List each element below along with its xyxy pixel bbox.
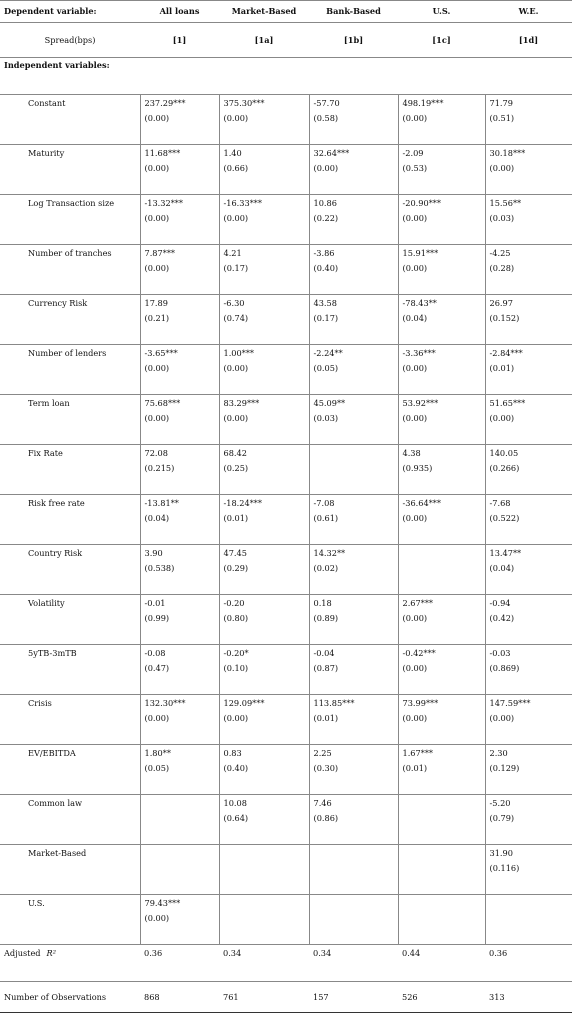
spread-label: Spread(bps) (0, 23, 140, 58)
coef-cell (219, 595, 309, 645)
coef-cell (485, 395, 572, 445)
coef-cell (309, 595, 398, 645)
coef-cell (140, 445, 219, 495)
coef-row (0, 145, 572, 195)
coef-value: 375.30*** (223, 98, 265, 108)
coef-cell (309, 845, 398, 895)
coef-value: 79.43*** (144, 898, 181, 908)
variable-label: Number of tranches (0, 245, 140, 295)
p-value: (0.152) (489, 313, 520, 323)
header-row (0, 1, 572, 23)
variable-label: Common law (0, 795, 140, 845)
coef-cell (140, 95, 219, 145)
variable-label: EV/EBITDA (0, 745, 140, 795)
coef-cell (309, 695, 398, 745)
coef-value: -36.64*** (402, 498, 441, 508)
coef-cell (309, 495, 398, 545)
p-value: (0.89) (313, 613, 339, 623)
p-value: (0.129) (489, 763, 520, 773)
coef-row (0, 895, 572, 945)
coef-cell (398, 145, 485, 195)
p-value: (0.00) (402, 613, 428, 623)
coef-value: 1.40 (223, 148, 242, 158)
col-header-we: W.E. (485, 1, 572, 23)
p-value: (0.51) (489, 113, 515, 123)
variable-label: Market-Based (0, 845, 140, 895)
coef-value: -4.25 (489, 248, 511, 258)
coef-value: 68.42 (223, 448, 247, 458)
coef-cell (485, 845, 572, 895)
coef-value: -0.20* (223, 648, 249, 658)
coef-cell (219, 895, 309, 945)
observations-value: 157 (309, 982, 398, 1013)
adjusted-r2-value: 0.36 (140, 945, 219, 982)
p-value: (0.215) (144, 463, 175, 473)
coef-value: -0.42*** (402, 648, 436, 658)
coef-cell (140, 595, 219, 645)
spread-col-1a: [1a] (219, 23, 309, 58)
p-value: (0.00) (144, 413, 170, 423)
p-value: (0.74) (223, 313, 249, 323)
coef-value: -20.90*** (402, 198, 441, 208)
p-value: (0.00) (223, 363, 249, 373)
variable-label: U.S. (0, 895, 140, 945)
coef-cell (219, 645, 309, 695)
coef-cell (140, 245, 219, 295)
coef-cell (140, 695, 219, 745)
coef-value: -0.03 (489, 648, 511, 658)
coef-value: 4.21 (223, 248, 242, 258)
coef-row (0, 445, 572, 495)
p-value: (0.03) (313, 413, 339, 423)
coef-value: -3.36*** (402, 348, 436, 358)
coef-cell (309, 745, 398, 795)
coef-value: 45.09** (313, 398, 346, 408)
p-value: (0.00) (223, 113, 249, 123)
coef-value: -16.33*** (223, 198, 262, 208)
coef-value: -7.68 (489, 498, 511, 508)
coef-cell (219, 295, 309, 345)
p-value: (0.00) (144, 713, 170, 723)
coef-value: 1.00*** (223, 348, 255, 358)
coef-value: 3.90 (144, 548, 163, 558)
coef-cell (485, 795, 572, 845)
coef-cell (485, 95, 572, 145)
coef-value: 31.90 (489, 848, 513, 858)
variable-label: Number of lenders (0, 345, 140, 395)
adjusted-r2-text: Adjusted (4, 948, 41, 958)
coef-value: 51.65*** (489, 398, 526, 408)
p-value: (0.22) (313, 213, 339, 223)
coef-value: 237.29*** (144, 98, 186, 108)
coef-value: -0.08 (144, 648, 166, 658)
coef-cell (398, 495, 485, 545)
coef-cell (398, 545, 485, 595)
coef-row (0, 495, 572, 545)
p-value: (0.00) (402, 663, 428, 673)
coef-value: 47.45 (223, 548, 247, 558)
coef-row (0, 345, 572, 395)
p-value: (0.10) (223, 663, 249, 673)
coef-cell (398, 745, 485, 795)
p-value: (0.00) (402, 263, 428, 273)
p-value: (0.00) (313, 163, 339, 173)
coef-value: 1.80** (144, 748, 171, 758)
coef-value: -6.30 (223, 298, 245, 308)
p-value: (0.99) (144, 613, 170, 623)
p-value: (0.79) (489, 813, 515, 823)
coef-value: -13.32*** (144, 198, 183, 208)
coef-cell (398, 295, 485, 345)
p-value: (0.538) (144, 563, 175, 573)
p-value: (0.42) (489, 613, 515, 623)
p-value: (0.00) (223, 213, 249, 223)
observations-row (0, 982, 572, 1013)
p-value: (0.01) (223, 513, 249, 523)
coef-cell (398, 695, 485, 745)
coef-cell (485, 745, 572, 795)
coef-cell (485, 495, 572, 545)
p-value: (0.00) (144, 363, 170, 373)
coef-cell (219, 695, 309, 745)
coef-cell (219, 145, 309, 195)
coef-value: 10.08 (223, 798, 247, 808)
coef-value: 10.86 (313, 198, 337, 208)
coef-cell (485, 295, 572, 345)
adjusted-r2-label (0, 945, 140, 982)
coef-value: -0.01 (144, 598, 166, 608)
p-value: (0.05) (313, 363, 339, 373)
coef-cell (140, 345, 219, 395)
p-value: (0.40) (313, 263, 339, 273)
variable-label: Risk free rate (0, 495, 140, 545)
coef-value: -5.20 (489, 798, 511, 808)
coef-value: 2.25 (313, 748, 332, 758)
coef-value: 132.30*** (144, 698, 186, 708)
p-value: (0.00) (402, 413, 428, 423)
coef-cell (140, 145, 219, 195)
coef-value: 15.56** (489, 198, 522, 208)
coef-cell (140, 645, 219, 695)
spread-col-1b: [1b] (309, 23, 398, 58)
coef-value: 0.83 (223, 748, 242, 758)
coef-cell (485, 345, 572, 395)
p-value: (0.00) (144, 263, 170, 273)
p-value: (0.17) (223, 263, 249, 273)
adjusted-r2-value: 0.36 (485, 945, 572, 982)
coef-value: -0.04 (313, 648, 335, 658)
coef-cell (309, 895, 398, 945)
coef-value: -2.24** (313, 348, 343, 358)
p-value: (0.00) (489, 413, 515, 423)
col-header-all-loans: All loans (140, 1, 219, 23)
coef-value: 53.92*** (402, 398, 439, 408)
spread-row (0, 23, 572, 58)
coef-value: 113.85*** (313, 698, 355, 708)
p-value: (0.58) (313, 113, 339, 123)
coef-cell (219, 95, 309, 145)
p-value: (0.29) (223, 563, 249, 573)
variable-label: Maturity (0, 145, 140, 195)
observations-value: 313 (485, 982, 572, 1013)
coef-cell (485, 145, 572, 195)
coef-value: 1.67*** (402, 748, 434, 758)
col-header-us: U.S. (398, 1, 485, 23)
independent-variables-label: Independent variables: (0, 58, 572, 95)
coef-value: 7.46 (313, 798, 332, 808)
coef-cell (309, 95, 398, 145)
coef-cell (398, 845, 485, 895)
p-value: (0.87) (313, 663, 339, 673)
r2-symbol: R² (46, 948, 56, 958)
adjusted-r2-value: 0.44 (398, 945, 485, 982)
coef-cell (398, 795, 485, 845)
p-value: (0.47) (144, 663, 170, 673)
coef-cell (219, 745, 309, 795)
coef-cell (398, 895, 485, 945)
coef-cell (309, 545, 398, 595)
coef-cell (309, 395, 398, 445)
coef-value: 11.68*** (144, 148, 181, 158)
observations-label: Number of Observations (0, 982, 140, 1013)
coef-cell (219, 395, 309, 445)
variable-label: Volatility (0, 595, 140, 645)
coef-cell (140, 395, 219, 445)
col-header-bank-based: Bank-Based (309, 1, 398, 23)
coef-row (0, 595, 572, 645)
coef-cell (309, 795, 398, 845)
p-value: (0.17) (313, 313, 339, 323)
coef-value: -18.24*** (223, 498, 262, 508)
coef-value: 43.58 (313, 298, 337, 308)
p-value: (0.00) (402, 513, 428, 523)
coef-cell (219, 545, 309, 595)
coef-row (0, 695, 572, 745)
coef-cell (219, 795, 309, 845)
p-value: (0.80) (223, 613, 249, 623)
coef-cell (219, 345, 309, 395)
coef-row (0, 95, 572, 145)
coef-cell (398, 445, 485, 495)
adjusted-r2-row (0, 945, 572, 982)
p-value: (0.40) (223, 763, 249, 773)
coef-value: 83.29*** (223, 398, 260, 408)
p-value: (0.64) (223, 813, 249, 823)
p-value: (0.66) (223, 163, 249, 173)
coef-value: 129.09*** (223, 698, 265, 708)
coef-cell (140, 795, 219, 845)
coef-value: 30.18*** (489, 148, 526, 158)
spread-col-1d: [1d] (485, 23, 572, 58)
coef-row (0, 295, 572, 345)
observations-value: 868 (140, 982, 219, 1013)
coef-cell (219, 245, 309, 295)
coef-cell (309, 195, 398, 245)
coef-cell (140, 845, 219, 895)
p-value: (0.00) (144, 213, 170, 223)
p-value: (0.01) (402, 763, 428, 773)
coef-cell (398, 95, 485, 145)
coef-value: 7.87*** (144, 248, 176, 258)
coef-row (0, 745, 572, 795)
coef-cell (309, 295, 398, 345)
coef-value: 140.05 (489, 448, 519, 458)
variable-label: Term loan (0, 395, 140, 445)
p-value: (0.03) (489, 213, 515, 223)
coef-cell (219, 445, 309, 495)
adjusted-r2-value: 0.34 (219, 945, 309, 982)
coef-value: 2.67*** (402, 598, 434, 608)
coef-value: -78.43** (402, 298, 437, 308)
coef-value: -2.84*** (489, 348, 523, 358)
spread-col-1c: [1c] (398, 23, 485, 58)
coef-value: 2.30 (489, 748, 508, 758)
p-value: (0.30) (313, 763, 339, 773)
coef-cell (485, 695, 572, 745)
coef-value: 14.32** (313, 548, 346, 558)
observations-value: 761 (219, 982, 309, 1013)
p-value: (0.869) (489, 663, 520, 673)
coef-value: 0.18 (313, 598, 332, 608)
coef-cell (309, 145, 398, 195)
independent-variables-row (0, 58, 572, 95)
variable-label: Crisis (0, 695, 140, 745)
p-value: (0.04) (144, 513, 170, 523)
p-value: (0.25) (223, 463, 249, 473)
p-value: (0.86) (313, 813, 339, 823)
coef-cell (398, 245, 485, 295)
p-value: (0.935) (402, 463, 433, 473)
coef-cell (140, 545, 219, 595)
col-header-market-based: Market-Based (219, 1, 309, 23)
variable-label: Fix Rate (0, 445, 140, 495)
p-value: (0.00) (144, 113, 170, 123)
p-value: (0.61) (313, 513, 339, 523)
p-value: (0.00) (489, 163, 515, 173)
coef-value: 13.47** (489, 548, 522, 558)
coef-cell (485, 245, 572, 295)
coef-value: 71.79 (489, 98, 513, 108)
coef-cell (309, 445, 398, 495)
coef-cell (485, 595, 572, 645)
coef-value: 72.08 (144, 448, 168, 458)
variable-label: Country Risk (0, 545, 140, 595)
coef-cell (140, 195, 219, 245)
coef-value: -3.65*** (144, 348, 178, 358)
coef-value: -2.09 (402, 148, 424, 158)
p-value: (0.21) (144, 313, 170, 323)
coef-value: 73.99*** (402, 698, 439, 708)
spread-col-1: [1] (140, 23, 219, 58)
p-value: (0.00) (402, 363, 428, 373)
variable-label: Currency Risk (0, 295, 140, 345)
coef-cell (398, 345, 485, 395)
coef-cell (398, 195, 485, 245)
coef-cell (309, 345, 398, 395)
variable-label: Constant (0, 95, 140, 145)
coef-row (0, 845, 572, 895)
coef-cell (309, 245, 398, 295)
p-value: (0.00) (223, 713, 249, 723)
p-value: (0.01) (313, 713, 339, 723)
p-value: (0.00) (144, 163, 170, 173)
coef-value: 147.59*** (489, 698, 531, 708)
coef-value: -3.86 (313, 248, 335, 258)
coef-cell (485, 895, 572, 945)
coef-cell (219, 845, 309, 895)
p-value: (0.116) (489, 863, 520, 873)
coef-value: 15.91*** (402, 248, 439, 258)
p-value: (0.01) (489, 363, 515, 373)
coef-value: -13.81** (144, 498, 179, 508)
variable-label: Log Transaction size (0, 195, 140, 245)
p-value: (0.04) (402, 313, 428, 323)
coef-cell (485, 645, 572, 695)
coef-row (0, 545, 572, 595)
coef-cell (485, 445, 572, 495)
coef-cell (485, 195, 572, 245)
coef-cell (140, 295, 219, 345)
coef-cell (219, 495, 309, 545)
coef-row (0, 395, 572, 445)
coef-value: 32.64*** (313, 148, 350, 158)
coef-value: 4.38 (402, 448, 421, 458)
adjusted-r2-value: 0.34 (309, 945, 398, 982)
p-value: (0.02) (313, 563, 339, 573)
coef-value: 17.89 (144, 298, 168, 308)
p-value: (0.53) (402, 163, 428, 173)
p-value: (0.00) (489, 713, 515, 723)
coef-cell (398, 395, 485, 445)
coef-value: -57.70 (313, 98, 340, 108)
coef-row (0, 245, 572, 295)
coef-cell (398, 595, 485, 645)
coef-value: 26.97 (489, 298, 513, 308)
p-value: (0.522) (489, 513, 520, 523)
coef-value: 75.68*** (144, 398, 181, 408)
coef-cell (309, 645, 398, 695)
observations-value: 526 (398, 982, 485, 1013)
p-value: (0.00) (144, 913, 170, 923)
p-value: (0.00) (402, 713, 428, 723)
coef-row (0, 195, 572, 245)
dependent-variable-label: Dependent variable: (0, 1, 140, 23)
coef-value: -7.08 (313, 498, 335, 508)
coef-value: -0.20 (223, 598, 245, 608)
p-value: (0.00) (402, 213, 428, 223)
coef-cell (398, 645, 485, 695)
p-value: (0.28) (489, 263, 515, 273)
coef-row (0, 795, 572, 845)
coef-cell (140, 895, 219, 945)
p-value: (0.00) (223, 413, 249, 423)
coef-value: 498.19*** (402, 98, 444, 108)
p-value: (0.266) (489, 463, 520, 473)
coef-cell (219, 195, 309, 245)
coef-cell (140, 745, 219, 795)
p-value: (0.00) (402, 113, 428, 123)
coef-value: -0.94 (489, 598, 511, 608)
p-value: (0.05) (144, 763, 170, 773)
variable-label: 5yTB-3mTB (0, 645, 140, 695)
coef-row (0, 645, 572, 695)
coef-cell (485, 545, 572, 595)
coef-cell (140, 495, 219, 545)
p-value: (0.04) (489, 563, 515, 573)
